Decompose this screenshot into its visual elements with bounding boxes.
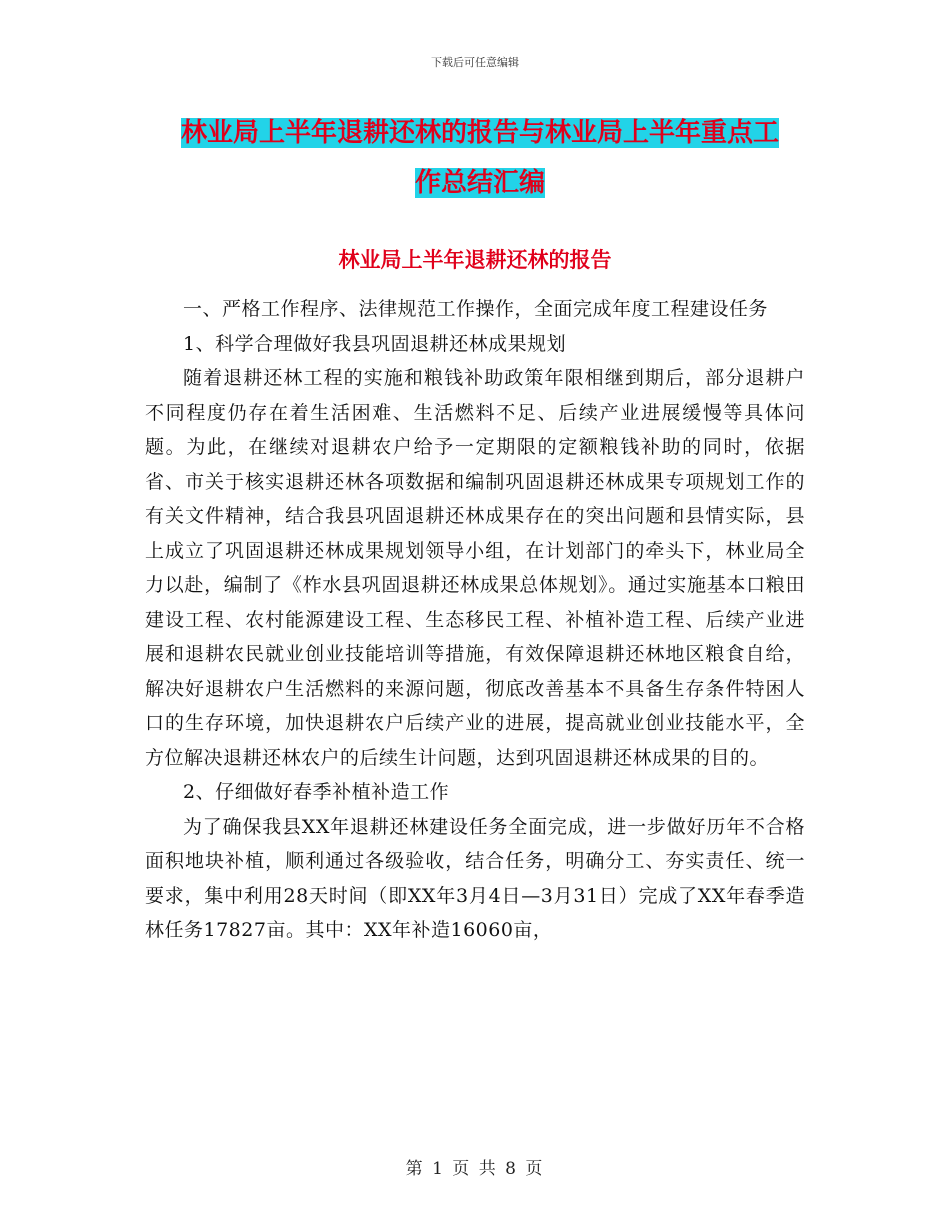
paragraph: 一、严格工作程序、法律规范工作操作，全面完成年度工程建设任务 — [183, 298, 769, 320]
paragraph: 1、科学合理做好我县巩固退耕还林成果规划 — [183, 332, 567, 355]
paragraph: 随着退耕还林工程的实施和粮钱补助政策年限相继到期后，部分退耕户不同程度仍存在着生活困难、生活燃料不足、后续产业进展缓慢等具体问题。为此，在继续对退耕农户给予一定期限的定额粮钱补助的同时，依据省、市关于核实退耕还林各项数据和编制巩固退耕还林成果专项规划工作的有关文件精神，结合我县巩固退耕还林成果存在的突出问题和县情实际，县上成立了巩固退耕还林成果规划领导小组，在计划部门的牵头下，林业局全力以赴，编制了《柞水县巩固退耕还林成果总体规划》。通过实施基本口粮田建设工程、农村能源建设工程、生态移民工程、补植补造工程、后续产业进展和退耕农民就业创业技能培训等措施，有效保障退耕还林地区粮食自给，解决好退耕农户生活燃料的来源问题，彻底改善基本不具备生存条件特困人口的生存环境，加快退耕农户后续产业的进展，提高就业创业技能水平，全方位解决退耕还林农户的后续生计问题，达到巩固退耕还林成果的目的。 — [145, 367, 805, 769]
section-title: 林业局上半年退耕还林的报告 — [338, 248, 612, 272]
document-title-line-2: 作总结汇编 — [414, 168, 545, 198]
header-note: 下载后可任意编辑 — [431, 56, 519, 69]
document-title-line-1: 林业局上半年退耕还林的报告与林业局上半年重点工 — [180, 118, 779, 148]
paragraph: 2、仔细做好春季补植补造工作 — [183, 781, 450, 803]
paragraph: 为了确保我县XX年退耕还林建设任务全面完成，进一步做好历年不合格面积地块补植，顺利通过各级验收，结合任务，明确分工、夯实责任、统一要求，集中利用28天时间（即XX年3月4日—3月31日）完成了XX年春季造林任务17827亩。其中：XX年补造16060亩， — [145, 815, 805, 941]
document-body — [145, 292, 805, 948]
document-title — [140, 108, 820, 208]
page-footer: 第 1 页 共 8 页 — [405, 1159, 545, 1179]
